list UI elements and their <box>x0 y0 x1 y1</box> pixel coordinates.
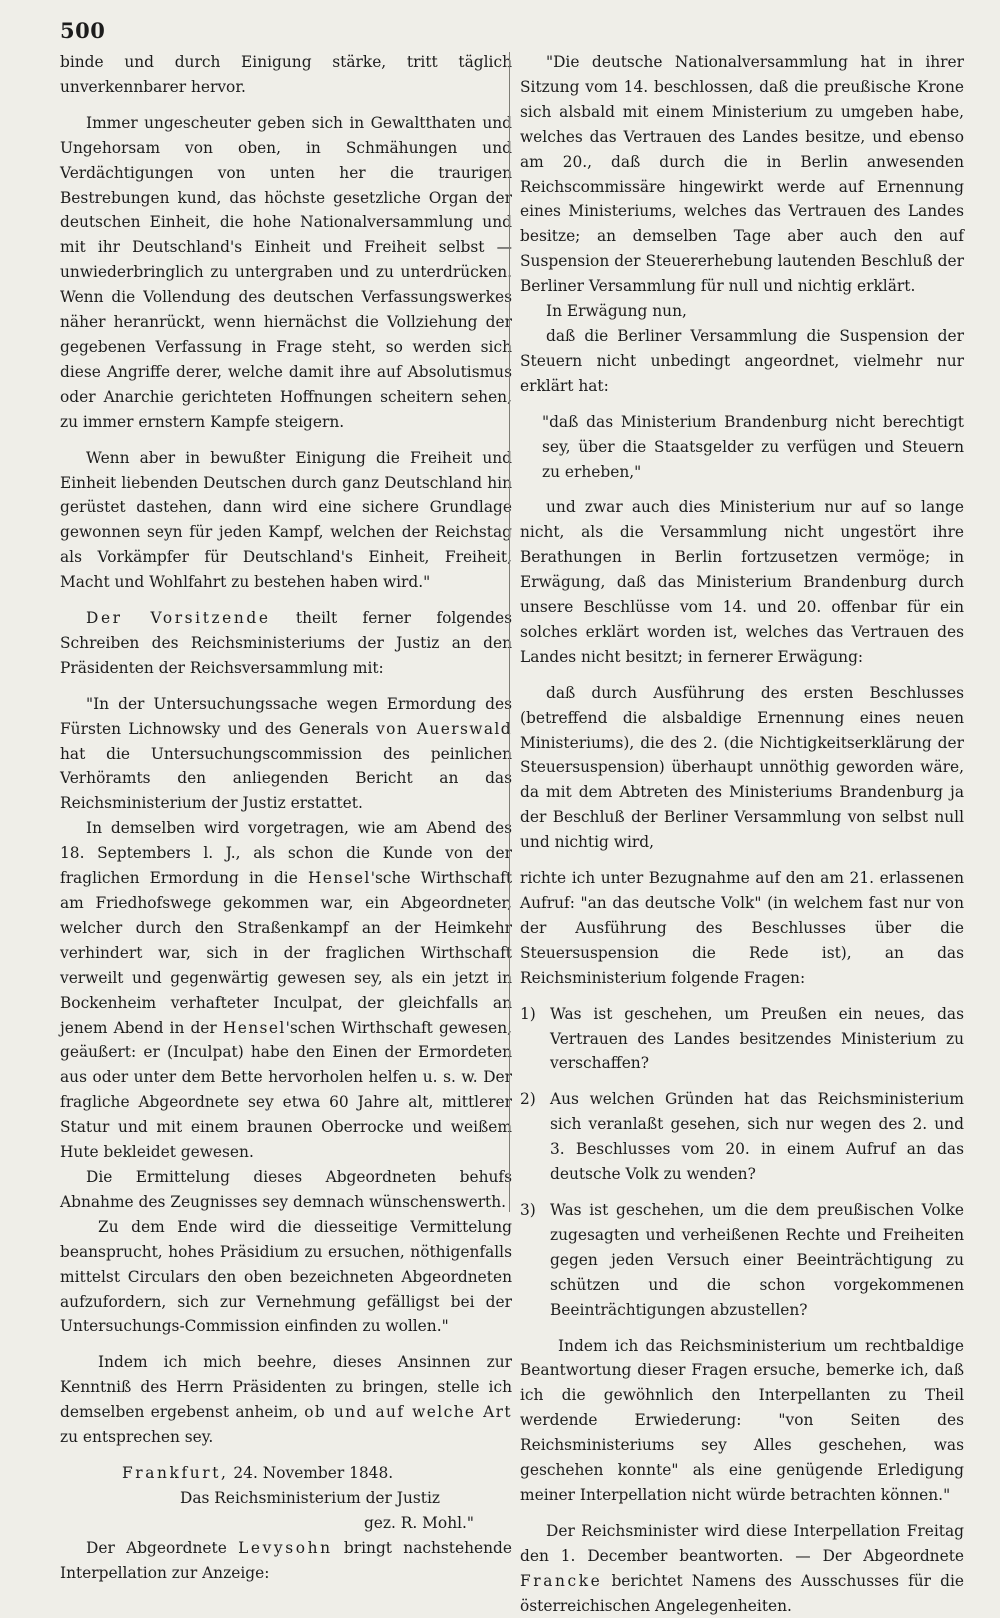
paragraph: richte ich unter Bezugnahme auf den am 21. erlassenen Aufruf: "an das deutsche Volk" (in welchem fast nur von der Ausführung des Beschlusses über die Steuersuspension die Rede ist), an das Reichsministerium folgende Fragen: <box>520 869 964 987</box>
paragraph: Immer ungescheuter geben sich in Gewaltthaten und Ungehorsam von oben, in Schmähungen und Verdächtigungen von unten her die traurigen Bestrebungen kund, das höchste gesetzliche Organ der deutschen Einheit, die hohe Nationalversammlung und mit ihr Deutschland's Einheit und Freiheit selbst — unwiederbringlich zu untergraben und zu unterdrücken. Wenn die Vollendung des deutschen Verfassungswerkes näher heranrückt, wenn hiernächst die Vollziehung der gegebenen Verfassung in Frage steht, so werden sich diese Angriffe derer, welche damit ihre auf Absolutismus oder Anarchie gerichteten Hoffnungen scheitern sehen, zu immer ernstern Kampfe steigern. <box>60 113 512 431</box>
question-item <box>520 1002 964 1077</box>
emphasized-name: Hensel <box>222 1018 286 1037</box>
signer: Das Reichsministerium der Justiz <box>180 1488 440 1507</box>
question-text: Aus welchen Gründen hat das Reichsministerium sich veranlaßt gesehen, sich nur wegen des 2. und 3. Beschlusses vom 20. in einem Aufruf an das deutsche Volk zu wenden? <box>550 1090 964 1184</box>
question-text: Was ist geschehen, um die dem preußischen Volke zugesagten und verheißenen Rechte und Freiheiten gegen jeden Versuch einer Beeinträchtigung zu schützen und die schon vorgekommenen Beeinträchtigungen abzustellen? <box>550 1200 964 1319</box>
paragraph: Der Reichsminister wird diese Interpellation Freitag den 1. December beantworten. — Der Abgeordnete Francke berichtet Namens des Ausschusses für die österreichischen Angelegenheiten. <box>520 1521 964 1615</box>
paragraph: daß durch Ausführung des ersten Beschlusses (betreffend die alsbaldige Ernennung eines neuen Ministeriums), die des 2. (die Nichtigkeitserklärung der Steuersuspension) überhaupt unnöthig geworden wäre, da mit dem Abtreten des Ministeriums Brandenburg ja der Beschluß der Berliner Versammlung von selbst null und nichtig wird, <box>520 683 964 852</box>
paragraph: Wenn aber in bewußter Einigung die Freiheit und Einheit liebenden Deutschen durch ganz Deutschland hin gerüstet dastehen, dann wird eine sichere Grundlage gewonnen seyn für jeden Kampf, welchen der Reichstag als Vorkämpfer für Deutschland's Einheit, Freiheit, Macht und Wohlfahrt zu bestehen haben wird." <box>60 448 512 592</box>
place: Frankfurt, <box>122 1463 229 1482</box>
paragraph: Der Abgeordnete Levysohn bringt nachstehende Interpellation zur Anzeige: <box>60 1538 512 1582</box>
paragraph: Die Ermittelung dieses Abgeordneten behufs Abnahme des Zeugnisses sey demnach wünschenswerth. <box>60 1167 512 1211</box>
question-number: 1) <box>520 1004 536 1023</box>
question-item <box>520 1087 964 1187</box>
emphasized-name: von Auerswald <box>376 719 512 738</box>
column-divider <box>509 52 510 1212</box>
paragraph: Indem ich mich beehre, dieses Ansinnen zur Kenntniß des Herrn Präsidenten zu bringen, stelle ich demselben ergebenst anheim, ob und auf welche Art zu entsprechen sey. <box>60 1353 512 1447</box>
question-item <box>520 1198 964 1323</box>
emphasized-name: Levysohn <box>238 1538 333 1557</box>
paragraph: Der Vorsitzende theilt ferner folgendes Schreiben des Reichsministeriums der Justiz an den Präsidenten der Reichsversammlung mit: <box>60 609 512 677</box>
paragraph: Indem ich das Reichsministerium um rechtbaldige Beantwortung dieser Fragen ersuche, bemerke ich, daß ich die gewöhnlich den Interpellanten zu Theil werdende Erwiederung: "von Seiten des Reichsministeriums sey Alles geschehen, was geschehen konnte" als eine genügende Erledigung meiner Interpellation nicht würde betrachten können." <box>520 1336 964 1504</box>
speaker-label: Der Vorsitzende <box>86 609 271 628</box>
paragraph: binde und durch Einigung stärke, tritt täglich unverkennbarer hervor. <box>60 53 512 96</box>
question-number: 2) <box>520 1090 536 1109</box>
emphasized-name: Hensel <box>307 869 371 888</box>
paragraph: In Erwägung nun, <box>546 302 687 321</box>
page-number: 500 <box>60 18 106 43</box>
paragraph: Zu dem Ende wird die diesseitige Vermittelung beansprucht, hohes Präsidium zu ersuchen, nöthigenfalls mittelst Circulars den oben bezeichneten Abgeordneten aufzufordern, sich zur Vernehmung gefälligst bei der Untersuchungs-Commission einfinden zu wollen." <box>60 1217 512 1336</box>
paragraph: daß die Berliner Versammlung die Suspension der Steuern nicht unbedingt angeordnet, vielmehr nur erklärt hat: <box>520 326 964 395</box>
left-column <box>60 50 512 1585</box>
right-column <box>520 50 964 1618</box>
paragraph: und zwar auch dies Ministerium nur auf so lange nicht, als die Versammlung nicht ungestört ihre Berathungen in Berlin fortzusetzen vermöge; in Erwägung, daß das Ministerium Brandenburg durch unsere Beschlüsse vom 14. und 20. offenbar für ein solches erklärt worden ist, welches das Vertrauen des Landes nicht besitzt; in fernerer Erwägung: <box>520 498 964 666</box>
paragraph: In demselben wird vorgetragen, wie am Abend des 18. Septembers l. J., als schon die Kunde von der fraglichen Ermordung in die Hensel'sche Wirthschaft am Friedhofswege gekommen war, ein Abgeordneter, welcher durch den Straßenkampf an der Heimkehr verhindert war, sich in der fraglichen Wirthschaft verweilt und gegenwärtig gewesen sey, als ein jetzt in Bockenheim verhafteter Inculpat, der gleichfalls an jenem Abend in der Hensel'schen Wirthschaft gewesen, geäußert: er (Inculpat) habe den Einen der Ermordeten aus oder unter dem Bette hervorholen helfen u. s. w. Der fragliche Abgeordnete sey etwa 60 Jahre alt, mittlerer Statur und mit einem braunen Oberrocke und weißem Hute bekleidet gewesen. <box>60 819 512 1162</box>
emphasized-name: Francke <box>520 1571 603 1590</box>
emphasized-text: ob und auf welche Art <box>304 1403 512 1422</box>
question-text: Was ist geschehen, um Preußen ein neues, das Vertrauen des Landes besitzendes Ministerium zu verschaffen? <box>550 1004 964 1073</box>
quoted-paragraph: "In der Untersuchungssache wegen Ermordung des Fürsten Lichnowsky und des Generals von Auerswald hat die Untersuchungscommission des peinlichen Verhöramts den anliegenden Bericht an das Reichsministerium der Justiz erstattet. <box>60 694 512 813</box>
signature: gez. R. Mohl." <box>363 1513 474 1532</box>
quoted-paragraph: "Die deutsche Nationalversammlung hat in ihrer Sitzung vom 14. beschlossen, daß die preußische Krone sich alsbald mit einem Ministerium zu umgeben habe, welches das Vertrauen des Landes besitze, und ebenso am 20., daß durch die in Berlin anwesenden Reichscommissäre hingewirkt werde auf Ernennung eines Ministeriums, welches das Vertrauen des Landes besitze; an demselben Tage aber auch den auf Suspension der Steuererhebung lautenden Beschluß der Berliner Versammlung für null und nichtig erklärt. <box>520 53 964 296</box>
question-number: 3) <box>520 1200 536 1219</box>
quoted-paragraph: "daß das Ministerium Brandenburg nicht berechtigt sey, über die Staatsgelder zu verfügen und Steuern zu erheben," <box>542 412 964 481</box>
date-line: Frankfurt, 24. November 1848. <box>122 1463 394 1482</box>
